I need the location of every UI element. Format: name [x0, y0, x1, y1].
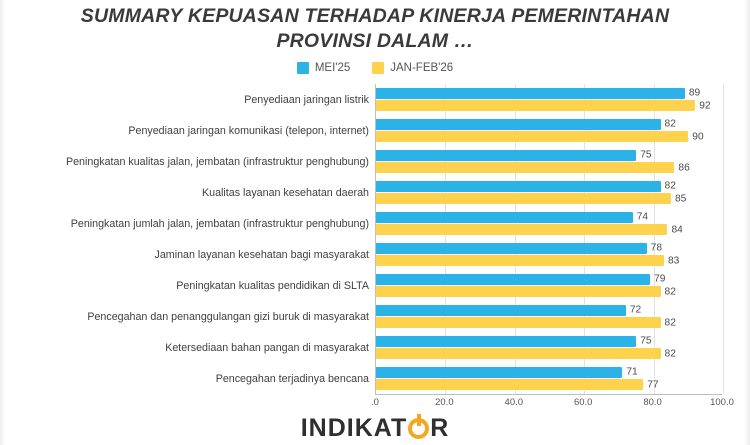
- bar-value-label: 71: [626, 366, 638, 378]
- bar-value-label: 86: [678, 162, 690, 174]
- bar-value-label: 77: [647, 379, 659, 391]
- legend-label: MEI'25: [314, 62, 351, 74]
- legend-swatch-icon: [297, 62, 309, 74]
- bar[interactable]: [376, 379, 643, 390]
- category-labels: [0, 84, 375, 394]
- category-label: Peningkatan kualitas pendidikan di SLTA: [176, 279, 369, 292]
- category-label: Penyediaan jaringan listrik: [244, 93, 369, 106]
- bar-value-label: 90: [692, 131, 704, 143]
- category-label: Ketersediaan bahan pangan di masyarakat: [165, 341, 369, 354]
- legend-swatch-icon: [372, 62, 384, 74]
- logo-text-before: INDIKAT: [300, 414, 408, 442]
- bar-value-label: 82: [664, 118, 676, 130]
- plot-area: [0, 84, 750, 408]
- page-title: [0, 4, 750, 54]
- category-label: Jaminan layanan kesehatan bagi masyarakat: [154, 248, 369, 261]
- bar-value-label: 75: [640, 335, 652, 347]
- category-label: Peningkatan jumlah jalan, jembatan (infrastruktur penghubung): [70, 217, 369, 230]
- bar-value-label: 82: [664, 317, 676, 329]
- bar-value-label: 82: [664, 286, 676, 298]
- bar[interactable]: [376, 131, 688, 142]
- bar[interactable]: [376, 119, 661, 130]
- x-tick-label: 100.0: [710, 397, 734, 408]
- bar[interactable]: [376, 336, 636, 347]
- bar-value-label: 74: [636, 211, 649, 223]
- x-tick-label: 20.0: [435, 397, 454, 408]
- chart-legend: [0, 62, 750, 74]
- bar[interactable]: [376, 88, 685, 99]
- bar[interactable]: [376, 305, 626, 316]
- logo-ring-icon: [408, 418, 429, 439]
- category-label: Pencegahan terjadinya bencana: [215, 372, 369, 385]
- bar[interactable]: [376, 212, 633, 223]
- bar[interactable]: [376, 367, 622, 378]
- gridline: [723, 84, 724, 394]
- x-tick-label: .0: [371, 397, 379, 408]
- bar[interactable]: [376, 274, 650, 285]
- category-label: Pencegahan dan penanggulangan gizi buruk di masyarakat: [87, 310, 369, 323]
- legend-label: JAN-FEB'26: [390, 62, 454, 74]
- bar-value-label: 75: [640, 149, 652, 161]
- bar-value-label: 84: [671, 224, 683, 236]
- bar[interactable]: [376, 255, 664, 266]
- bars-area: [375, 84, 722, 394]
- category-label: Peningkatan kualitas jalan, jembatan (infrastruktur penghubung): [65, 155, 369, 168]
- bar[interactable]: [376, 162, 674, 173]
- bar[interactable]: [376, 193, 671, 204]
- bar[interactable]: [376, 317, 661, 328]
- bar-value-label: 83: [668, 255, 680, 267]
- category-label: Penyediaan jaringan komunikasi (telepon, internet): [128, 124, 369, 137]
- title-line-2: PROVINSI DALAM …: [276, 30, 474, 52]
- legend-item[interactable]: [297, 62, 350, 74]
- indikator-logo: [301, 414, 450, 443]
- bar-value-label: 79: [654, 273, 666, 285]
- bar-value-label: 89: [688, 87, 701, 99]
- footer: [0, 414, 750, 443]
- category-label: Kualitas layanan kesehatan daerah: [202, 186, 369, 199]
- x-tick-label: 80.0: [643, 397, 662, 408]
- bar[interactable]: [376, 100, 695, 111]
- bar[interactable]: [376, 181, 661, 192]
- bar[interactable]: [376, 243, 647, 254]
- x-tick-label: 40.0: [504, 397, 524, 408]
- bar-value-label: 72: [629, 304, 642, 316]
- bar-value-label: 82: [664, 180, 676, 192]
- logo-text-after: R: [430, 414, 450, 442]
- bar[interactable]: [376, 286, 661, 297]
- bar-value-label: 78: [650, 242, 662, 254]
- bar[interactable]: [376, 150, 636, 161]
- x-axis-line: [375, 394, 722, 395]
- bar-value-label: 85: [674, 193, 687, 205]
- bar[interactable]: [376, 348, 661, 359]
- bar-value-label: 92: [699, 100, 711, 112]
- bar[interactable]: [376, 224, 667, 235]
- x-tick-label: 60.0: [573, 397, 593, 408]
- legend-item[interactable]: [372, 62, 453, 74]
- title-line-1: SUMMARY KEPUASAN TERHADAP KINERJA PEMERINTAHAN: [80, 5, 670, 27]
- bar-value-label: 82: [664, 348, 676, 360]
